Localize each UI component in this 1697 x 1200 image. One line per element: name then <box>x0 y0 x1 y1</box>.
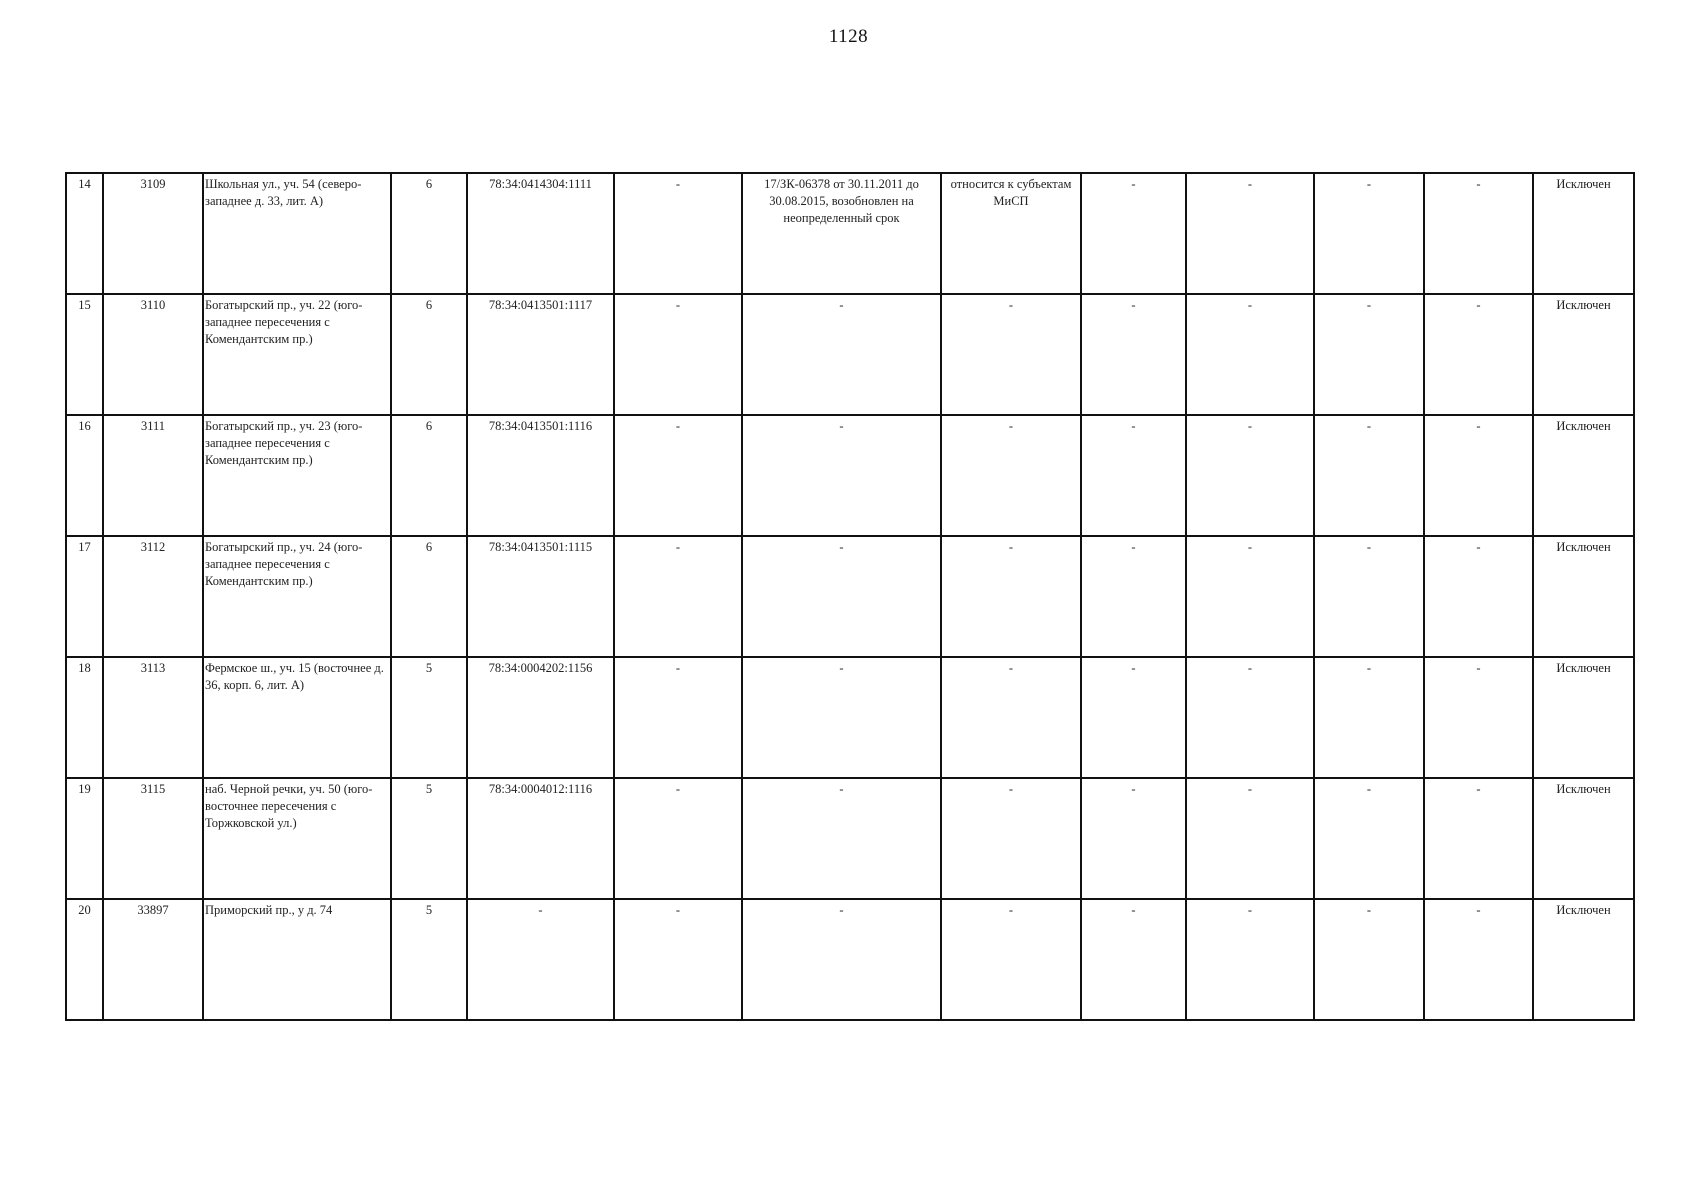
status-cell: Исключен <box>1533 657 1634 778</box>
table-cell: - <box>1081 657 1186 778</box>
table-cell: - <box>614 657 742 778</box>
sme-status-cell: - <box>941 657 1081 778</box>
object-id-cell: 3110 <box>103 294 203 415</box>
table-cell: - <box>1186 415 1314 536</box>
address-cell: Школьная ул., уч. 54 (северо-западнее д. 33, лит. А) <box>203 173 391 294</box>
table-cell: - <box>1314 294 1424 415</box>
row-number-cell: 19 <box>66 778 103 899</box>
cadastral-number-cell: 78:34:0414304:1111 <box>467 173 614 294</box>
status-cell: Исключен <box>1533 899 1634 1020</box>
zone-cell: 6 <box>391 294 467 415</box>
zone-cell: 6 <box>391 536 467 657</box>
page-number: 1128 <box>828 26 869 47</box>
status-cell: Исключен <box>1533 778 1634 899</box>
address-cell: Приморский пр., у д. 74 <box>203 899 391 1020</box>
zone-cell: 6 <box>391 415 467 536</box>
table-cell: - <box>614 173 742 294</box>
table-cell: - <box>1424 899 1533 1020</box>
table-cell: - <box>1314 657 1424 778</box>
table-cell: - <box>614 778 742 899</box>
lease-agreement-cell: - <box>742 899 941 1020</box>
table-cell: - <box>1424 778 1533 899</box>
table-row <box>66 415 1634 536</box>
table-row <box>66 173 1634 294</box>
row-number-cell: 14 <box>66 173 103 294</box>
address-cell: Богатырский пр., уч. 24 (юго-западнее пересечения с Комендантским пр.) <box>203 536 391 657</box>
status-cell: Исключен <box>1533 294 1634 415</box>
table-cell: - <box>614 536 742 657</box>
object-id-cell: 3111 <box>103 415 203 536</box>
zone-cell: 6 <box>391 173 467 294</box>
lease-agreement-cell: - <box>742 657 941 778</box>
object-id-cell: 3113 <box>103 657 203 778</box>
sme-status-cell: - <box>941 415 1081 536</box>
table-cell: - <box>1314 899 1424 1020</box>
table-cell: - <box>1424 294 1533 415</box>
lease-agreement-cell: - <box>742 536 941 657</box>
sme-status-cell: - <box>941 778 1081 899</box>
table-cell: - <box>1186 294 1314 415</box>
sme-status-cell: - <box>941 294 1081 415</box>
row-number-cell: 15 <box>66 294 103 415</box>
table-cell: - <box>1314 778 1424 899</box>
registry-table <box>65 172 1635 1021</box>
table-cell: - <box>1314 173 1424 294</box>
object-id-cell: 3109 <box>103 173 203 294</box>
table-cell: - <box>1424 415 1533 536</box>
lease-agreement-cell: - <box>742 294 941 415</box>
address-cell: Богатырский пр., уч. 23 (юго-западнее пересечения с Комендантским пр.) <box>203 415 391 536</box>
object-id-cell: 3112 <box>103 536 203 657</box>
sme-status-cell: относится к субъектам МиСП <box>941 173 1081 294</box>
status-cell: Исключен <box>1533 415 1634 536</box>
object-id-cell: 3115 <box>103 778 203 899</box>
table-cell: - <box>1424 657 1533 778</box>
table-row <box>66 536 1634 657</box>
table-cell: - <box>1081 899 1186 1020</box>
table-row <box>66 899 1634 1020</box>
table-cell: - <box>614 899 742 1020</box>
table-cell: - <box>1186 536 1314 657</box>
cadastral-number-cell: 78:34:0004012:1116 <box>467 778 614 899</box>
cadastral-number-cell: 78:34:0413501:1116 <box>467 415 614 536</box>
table-cell: - <box>1424 173 1533 294</box>
cadastral-number-cell: - <box>467 899 614 1020</box>
sme-status-cell: - <box>941 536 1081 657</box>
table-cell: - <box>1081 294 1186 415</box>
table-cell: - <box>1424 536 1533 657</box>
zone-cell: 5 <box>391 657 467 778</box>
table-cell: - <box>1081 778 1186 899</box>
lease-agreement-cell: - <box>742 415 941 536</box>
cadastral-number-cell: 78:34:0004202:1156 <box>467 657 614 778</box>
address-cell: Фермское ш., уч. 15 (восточнее д. 36, корп. 6, лит. А) <box>203 657 391 778</box>
cadastral-number-cell: 78:34:0413501:1115 <box>467 536 614 657</box>
table-cell: - <box>1081 415 1186 536</box>
status-cell: Исключен <box>1533 536 1634 657</box>
object-id-cell: 33897 <box>103 899 203 1020</box>
table-cell: - <box>614 415 742 536</box>
table-cell: - <box>614 294 742 415</box>
cadastral-number-cell: 78:34:0413501:1117 <box>467 294 614 415</box>
table-cell: - <box>1081 173 1186 294</box>
row-number-cell: 18 <box>66 657 103 778</box>
table-cell: - <box>1314 536 1424 657</box>
status-cell: Исключен <box>1533 173 1634 294</box>
zone-cell: 5 <box>391 778 467 899</box>
address-cell: Богатырский пр., уч. 22 (юго-западнее пересечения с Комендантским пр.) <box>203 294 391 415</box>
table-cell: - <box>1186 778 1314 899</box>
row-number-cell: 20 <box>66 899 103 1020</box>
table-row <box>66 778 1634 899</box>
table-cell: - <box>1081 536 1186 657</box>
lease-agreement-cell: - <box>742 778 941 899</box>
lease-agreement-cell: 17/ЗК-06378 от 30.11.2011 до 30.08.2015, возобновлен на неопределенный срок <box>742 173 941 294</box>
row-number-cell: 17 <box>66 536 103 657</box>
table-cell: - <box>1314 415 1424 536</box>
table-cell: - <box>1186 899 1314 1020</box>
address-cell: наб. Черной речки, уч. 50 (юго-восточнее пересечения с Торжковской ул.) <box>203 778 391 899</box>
table-row <box>66 657 1634 778</box>
zone-cell: 5 <box>391 899 467 1020</box>
sme-status-cell: - <box>941 899 1081 1020</box>
table-cell: - <box>1186 657 1314 778</box>
row-number-cell: 16 <box>66 415 103 536</box>
table-row <box>66 294 1634 415</box>
table-cell: - <box>1186 173 1314 294</box>
